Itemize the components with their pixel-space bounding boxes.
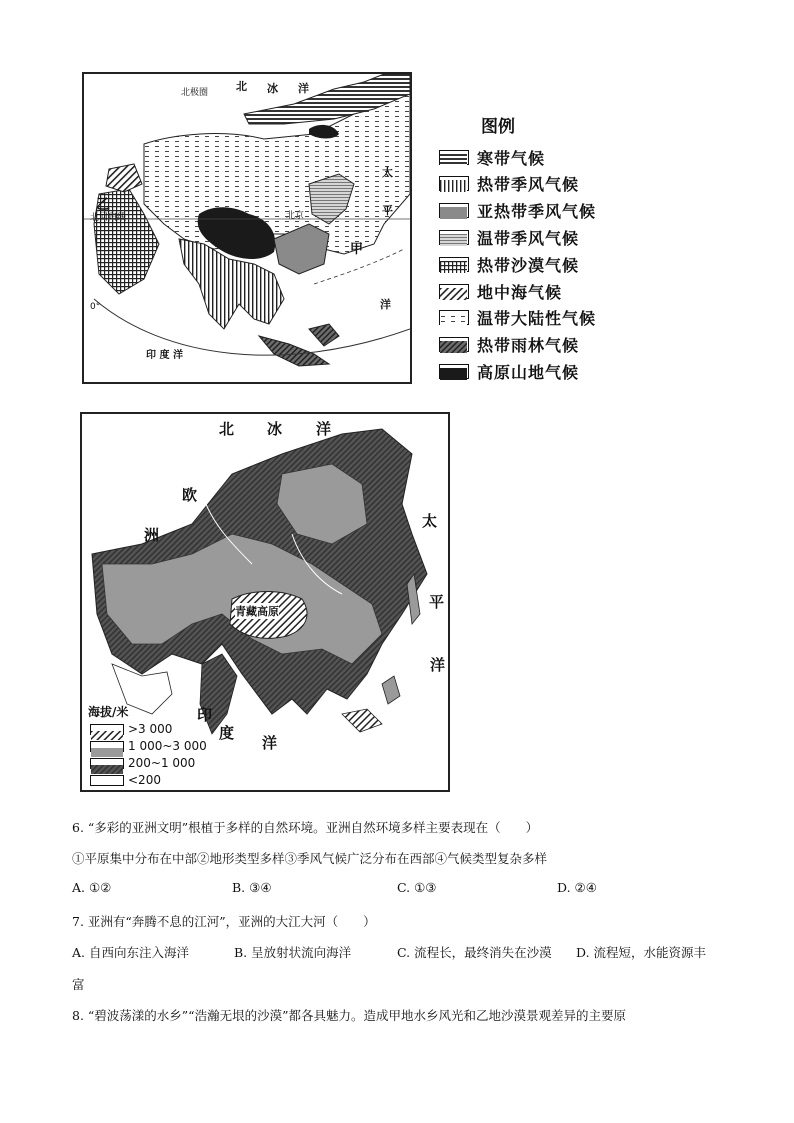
climate-legend-swatch <box>439 150 469 165</box>
label-du: 度 <box>219 724 235 742</box>
label-tai: 太 <box>382 166 393 179</box>
label-bing-2: 冰 <box>267 420 283 438</box>
label-yang-top: 洋 <box>316 420 332 438</box>
climate-legend-item <box>439 254 579 274</box>
label-ping-2: 平 <box>429 593 445 611</box>
label-jia: 甲 <box>350 242 364 257</box>
climate-legend-label: 热带季风气候 <box>477 175 580 195</box>
climate-legend-swatch <box>439 310 469 325</box>
question-6-option-a: A. ①② <box>72 880 112 895</box>
climate-legend-item <box>439 174 579 194</box>
climate-legend-item <box>439 147 545 167</box>
question-7-option-b: B. 呈放射状流向海洋 <box>234 945 352 960</box>
label-yi: 乙 <box>96 197 110 213</box>
question-7-stem: 7. 亚洲有“奔腾不息的江河”，亚洲的大江大河（ ） <box>72 914 376 929</box>
label-tai-2: 太 <box>422 512 438 530</box>
climate-legend-label: 温带季风气候 <box>477 228 580 248</box>
question-6-stem: 6. “多彩的亚洲文明”根植于多样的自然环境。亚洲自然环境多样主要表现在（ ） <box>72 820 539 835</box>
label-north: 北 <box>236 80 247 93</box>
climate-legend-item <box>439 361 579 381</box>
climate-legend-title: 图例 <box>481 117 515 137</box>
label-ping: 平 <box>382 204 393 217</box>
elevation-legend-swatch <box>90 741 124 752</box>
label-yang-bottom: 洋 <box>262 734 278 752</box>
elevation-legend-swatch <box>90 775 124 786</box>
label-zhou: 洲 <box>144 526 160 544</box>
climate-legend-label: 高原山地气候 <box>477 362 580 382</box>
climate-legend-label: 温带大陆性气候 <box>477 309 597 329</box>
climate-legend-label: 热带雨林气候 <box>477 336 580 356</box>
label-degree0: 0° <box>90 302 101 312</box>
label-yin: 印 <box>197 706 213 724</box>
label-indian-ocean: 印 度 洋 <box>146 350 183 361</box>
climate-legend-swatch <box>439 337 469 352</box>
elevation-legend-label: 200~1 000 <box>128 756 196 770</box>
climate-legend-item <box>439 335 579 355</box>
climate-legend-label: 寒带气候 <box>477 148 546 168</box>
label-yang-north: 洋 <box>298 82 309 95</box>
climate-legend-label: 地中海气候 <box>477 282 563 302</box>
elevation-legend-label: <200 <box>128 773 161 787</box>
question-6-option-c: C. ①③ <box>397 880 437 895</box>
climate-legend-swatch <box>439 176 469 191</box>
elevation-legend-swatch <box>90 758 124 769</box>
label-yang-right: 洋 <box>430 656 446 674</box>
climate-legend-swatch <box>439 203 469 218</box>
elevation-legend-item <box>90 773 161 787</box>
label-bei: 北 <box>219 420 235 438</box>
label-beijing: 北京 <box>286 211 305 221</box>
climate-legend-item <box>439 201 596 221</box>
elevation-legend-label: 1 000~3 000 <box>128 739 207 753</box>
climate-legend-swatch <box>439 230 469 245</box>
climate-legend-label: 亚热带季风气候 <box>477 202 597 222</box>
climate-legend-swatch <box>439 284 469 299</box>
climate-legend-item <box>439 308 596 328</box>
climate-map <box>82 72 412 384</box>
climate-legend-swatch <box>439 364 469 379</box>
question-7-option-a: A. 自西向东注入海洋 <box>72 945 189 960</box>
climate-legend-item <box>439 281 562 301</box>
elevation-legend-item <box>90 756 195 770</box>
question-6-option-d: D. ②④ <box>557 880 597 895</box>
question-8-stem: 8. “碧波荡漾的水乡”“浩瀚无垠的沙漠”都各具魅力。造成甲地水乡风光和乙地沙漠景观差异的主要原 <box>72 1008 626 1023</box>
label-plateau: 青藏高原 <box>235 605 279 618</box>
elevation-legend-label: >3 000 <box>128 722 173 736</box>
question-7-option-d: D. 流程短，水能资源丰 <box>576 945 707 960</box>
elevation-legend-item <box>90 722 172 736</box>
question-6-option-b: B. ③④ <box>232 880 272 895</box>
label-bing: 冰 <box>267 82 278 95</box>
climate-legend-item <box>439 227 579 247</box>
label-tropic-north: 北回归线 <box>90 213 127 223</box>
elevation-legend-title: 海拔/米 <box>88 705 129 719</box>
label-ou: 欧 <box>182 486 198 504</box>
question-6-statements: ①平原集中分布在中部②地形类型多样③季风气候广泛分布在西部④气候类型复杂多样 <box>72 851 548 866</box>
question-7-continuation: 富 <box>72 977 85 992</box>
question-7-option-c: C. 流程长，最终消失在沙漠 <box>397 945 552 960</box>
climate-legend-swatch <box>439 257 469 272</box>
climate-legend-label: 热带沙漠气候 <box>477 255 580 275</box>
label-yang-east: 洋 <box>380 298 391 311</box>
elevation-legend-item <box>90 739 207 753</box>
label-north-polar-circle: 北极圈 <box>181 88 209 98</box>
climate-map-drawing <box>84 74 410 382</box>
elevation-legend-swatch <box>90 724 124 735</box>
